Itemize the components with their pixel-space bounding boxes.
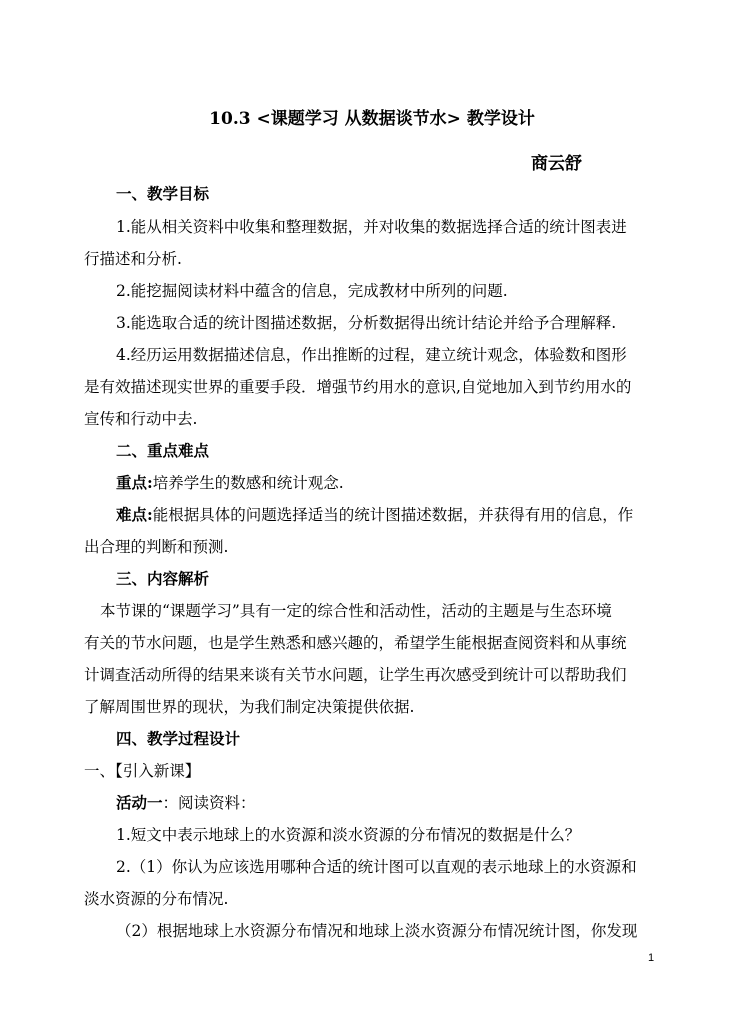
objective-4-line-1: 4.经历运用数据描述信息，作出推断的过程，建立统计观念，体验数和图形 [116,346,627,364]
objective-2: 2.能挖掘阅读材料中蕴含的信息，完成教材中所列的问题. [116,282,508,300]
key-point-text: 培养学生的数感和统计观念. [152,474,344,492]
activity-1-text: ：阅读资料： [162,794,256,812]
difficulty-text-1: 能根据具体的问题选择适当的统计图描述数据，并获得有用的信息，作 [152,506,634,524]
objective-1-line-2: 行描述和分析. [84,250,182,268]
objective-4-line-2: 是有效描述现实世界的重要手段．增强节约用水的意识,自觉地加入到节约用水的 [84,378,632,396]
section-heading-objectives: 一、教学目标 [116,184,210,203]
section-heading-key-points: 二、重点难点 [116,441,210,460]
objective-3: 3.能选取合适的统计图描述数据，分析数据得出统计结论并给予合理解释. [116,314,617,332]
key-point-label: 重点: [116,473,153,492]
difficulty-label: 难点: [116,505,153,524]
content-paragraph-line-4: 了解周围世界的现状，为我们制定决策提供依据. [84,698,415,716]
key-point-line [116,473,344,493]
question-2-part-2: （2）根据地球上水资源分布情况和地球上淡水资源分布情况统计图，你发现 [116,922,638,940]
activity-1-label: 活动一 [116,793,163,812]
content-paragraph-line-1: 本节课的“课题学习”具有一定的综合性和活动性，活动的主题是与生态环境 [100,602,612,620]
subsection-heading-intro: 一、【引入新课】 [84,762,201,780]
page-number: 1 [648,952,655,964]
content-paragraph-line-3: 计调查活动所得的结果来谈有关节水问题，让学生再次感受到统计可以帮助我们 [84,666,627,684]
content-paragraph-line-2: 有关的节水问题，也是学生熟悉和感兴趣的，希望学生能根据查阅资料和从事统 [84,634,627,652]
section-heading-content-analysis: 三、内容解析 [116,569,210,588]
objective-1-line-1: 1.能从相关资料中收集和整理数据，并对收集的数据选择合适的统计图表进 [116,218,627,236]
author-name: 商云舒 [531,154,582,174]
difficulty-line-1 [116,505,633,525]
section-heading-process-design: 四、教学过程设计 [116,729,241,748]
activity-1-line [116,793,256,813]
question-1: 1.短文中表示地球上的水资源和淡水资源的分布情况的数据是什么？ [116,826,581,844]
difficulty-line-2: 出合理的判断和预测. [84,538,229,556]
objective-4-line-3: 宣传和行动中去. [84,410,198,428]
document-title: 10.3 <课题学习 从数据谈节水> 教学设计 [209,109,535,129]
question-2-line-2: 淡水资源的分布情况. [84,890,229,908]
question-2-line-1: 2.（1）你认为应该选用哪种合适的统计图可以直观的表示地球上的水资源和 [116,858,637,876]
